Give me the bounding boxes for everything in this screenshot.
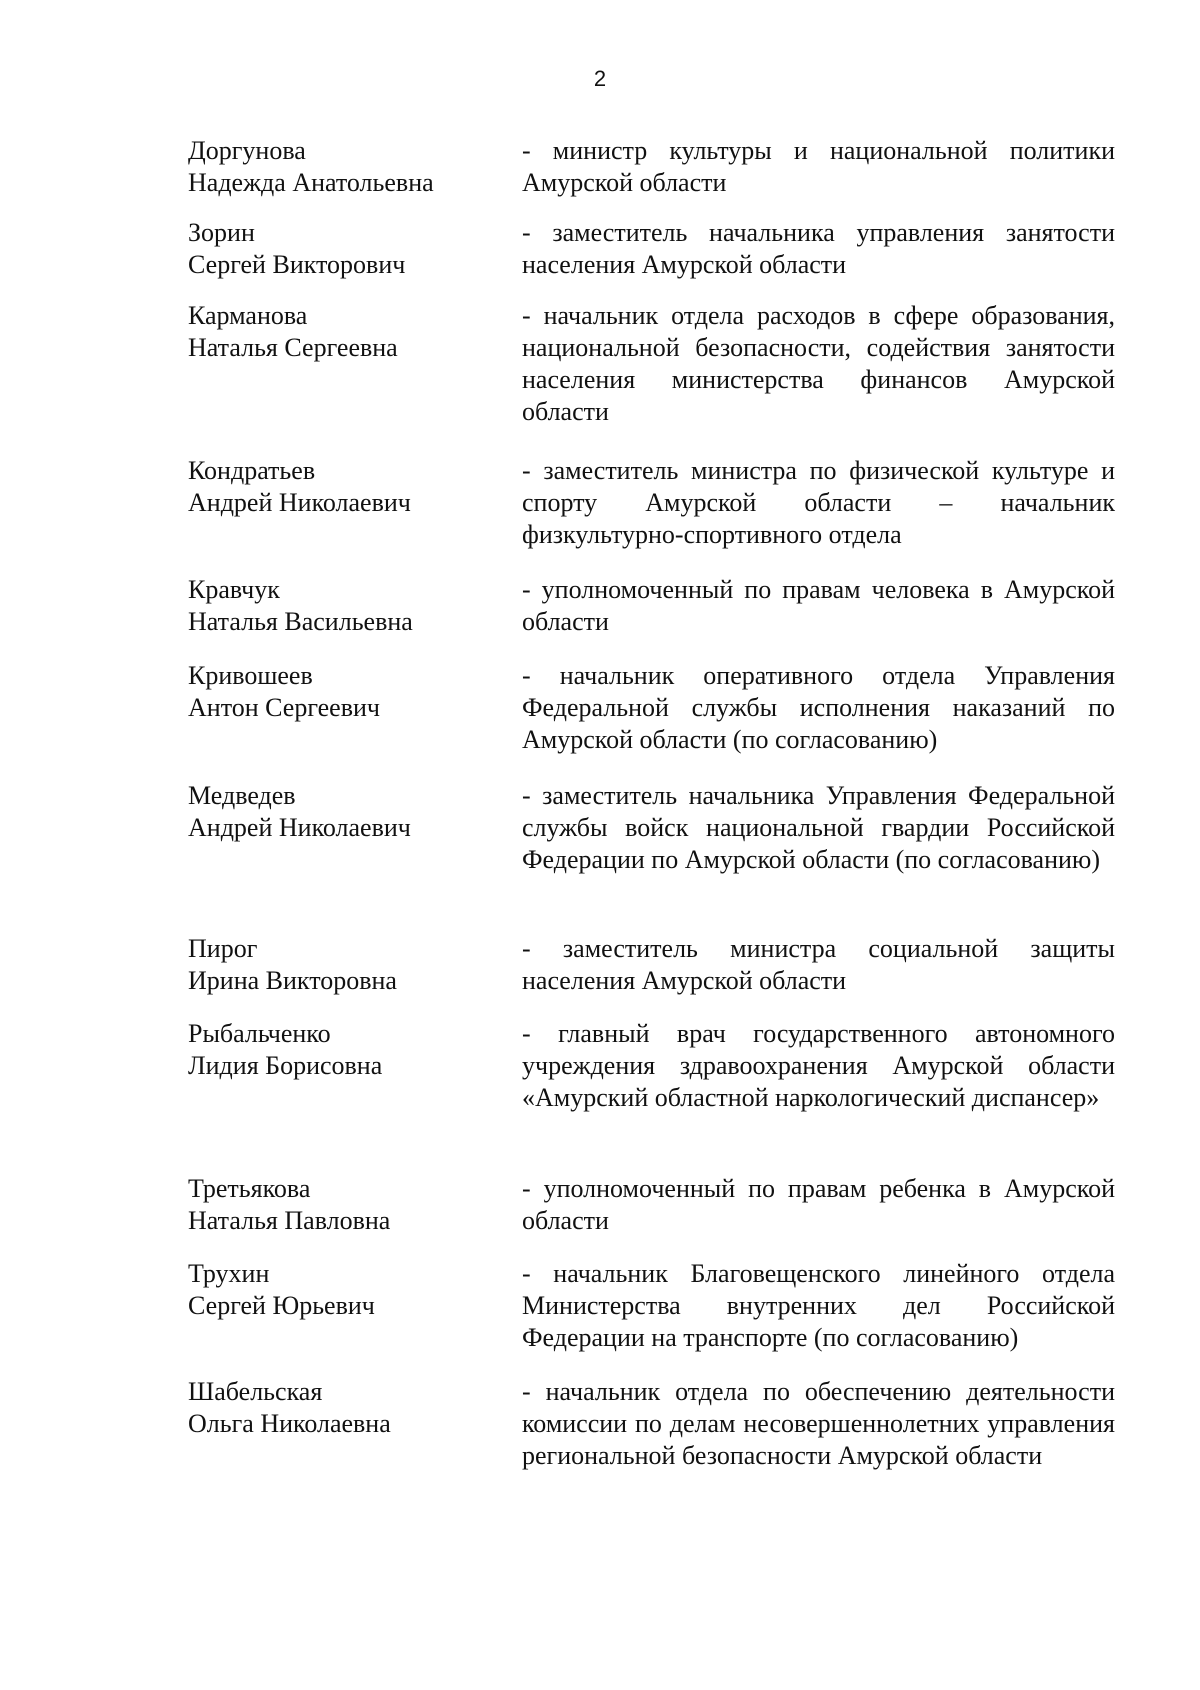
member-position: - начальник оперативного отдела Управления Федеральной службы исполнения наказаний по Амурской области (по согласованию) xyxy=(522,661,1115,754)
member-name xyxy=(188,1258,508,1322)
member-given-name: Лидия Борисовна xyxy=(188,1051,383,1080)
member-name xyxy=(188,660,508,724)
member-surname: Медведев xyxy=(188,781,296,810)
member-position: - заместитель министра по физической культуре и спорту Амурской области – начальник физкультурно-спортивного отдела xyxy=(522,456,1115,549)
member-position: - главный врач государственного автономного учреждения здравоохранения Амурской области «Амурский областной наркологический диспансер» xyxy=(522,1019,1115,1112)
member-surname: Шабельская xyxy=(188,1377,323,1406)
member-position: - уполномоченный по правам ребенка в Амурской области xyxy=(522,1174,1115,1235)
member-surname: Карманова xyxy=(188,301,308,330)
member-given-name: Сергей Викторович xyxy=(188,250,406,279)
member-position: - начальник отдела расходов в сфере образования, национальной безопасности, содействия занятости населения министерства финансов Амурской области xyxy=(522,301,1115,426)
member-surname: Рыбальченко xyxy=(188,1019,331,1048)
member-name xyxy=(188,300,508,364)
member-surname: Кривошеев xyxy=(188,661,313,690)
member-surname: Доргунова xyxy=(188,136,306,165)
member-name xyxy=(188,780,508,844)
member-name xyxy=(188,455,508,519)
member-given-name: Наталья Павловна xyxy=(188,1206,391,1235)
member-surname: Третьякова xyxy=(188,1174,311,1203)
member-surname: Пирог xyxy=(188,934,258,963)
member-position: - заместитель начальника Управления Федеральной службы войск национальной гвардии Российской Федерации по Амурской области (по согласованию) xyxy=(522,781,1115,874)
member-surname: Трухин xyxy=(188,1259,270,1288)
member-position: - заместитель начальника управления занятости населения Амурской области xyxy=(522,218,1115,279)
member-given-name: Андрей Николаевич xyxy=(188,488,411,517)
member-position: - министр культуры и национальной политики Амурской области xyxy=(522,136,1115,197)
member-given-name: Андрей Николаевич xyxy=(188,813,411,842)
page-number: 2 xyxy=(593,66,607,91)
member-position: - начальник отдела по обеспечению деятельности комиссии по делам несовершеннолетних управления региональной безопасности Амурской области xyxy=(522,1377,1115,1470)
member-name xyxy=(188,1376,508,1440)
member-position: - начальник Благовещенского линейного отдела Министерства внутренних дел Российской Федерации на транспорте (по согласованию) xyxy=(522,1259,1115,1352)
member-given-name: Ирина Викторовна xyxy=(188,966,397,995)
member-surname: Кравчук xyxy=(188,575,280,604)
member-given-name: Наталья Сергеевна xyxy=(188,333,398,362)
member-name xyxy=(188,217,508,281)
member-given-name: Надежда Анатольевна xyxy=(188,168,434,197)
member-name xyxy=(188,1018,508,1082)
member-surname: Зорин xyxy=(188,218,255,247)
member-given-name: Сергей Юрьевич xyxy=(188,1291,375,1320)
member-given-name: Антон Сергеевич xyxy=(188,693,380,722)
member-name xyxy=(188,933,508,997)
member-name xyxy=(188,1173,508,1237)
member-given-name: Ольга Николаевна xyxy=(188,1409,391,1438)
member-position: - уполномоченный по правам человека в Амурской области xyxy=(522,575,1115,636)
member-name xyxy=(188,574,508,638)
member-surname: Кондратьев xyxy=(188,456,316,485)
member-given-name: Наталья Васильевна xyxy=(188,607,413,636)
member-name xyxy=(188,135,508,199)
member-position: - заместитель министра социальной защиты населения Амурской области xyxy=(522,934,1115,995)
